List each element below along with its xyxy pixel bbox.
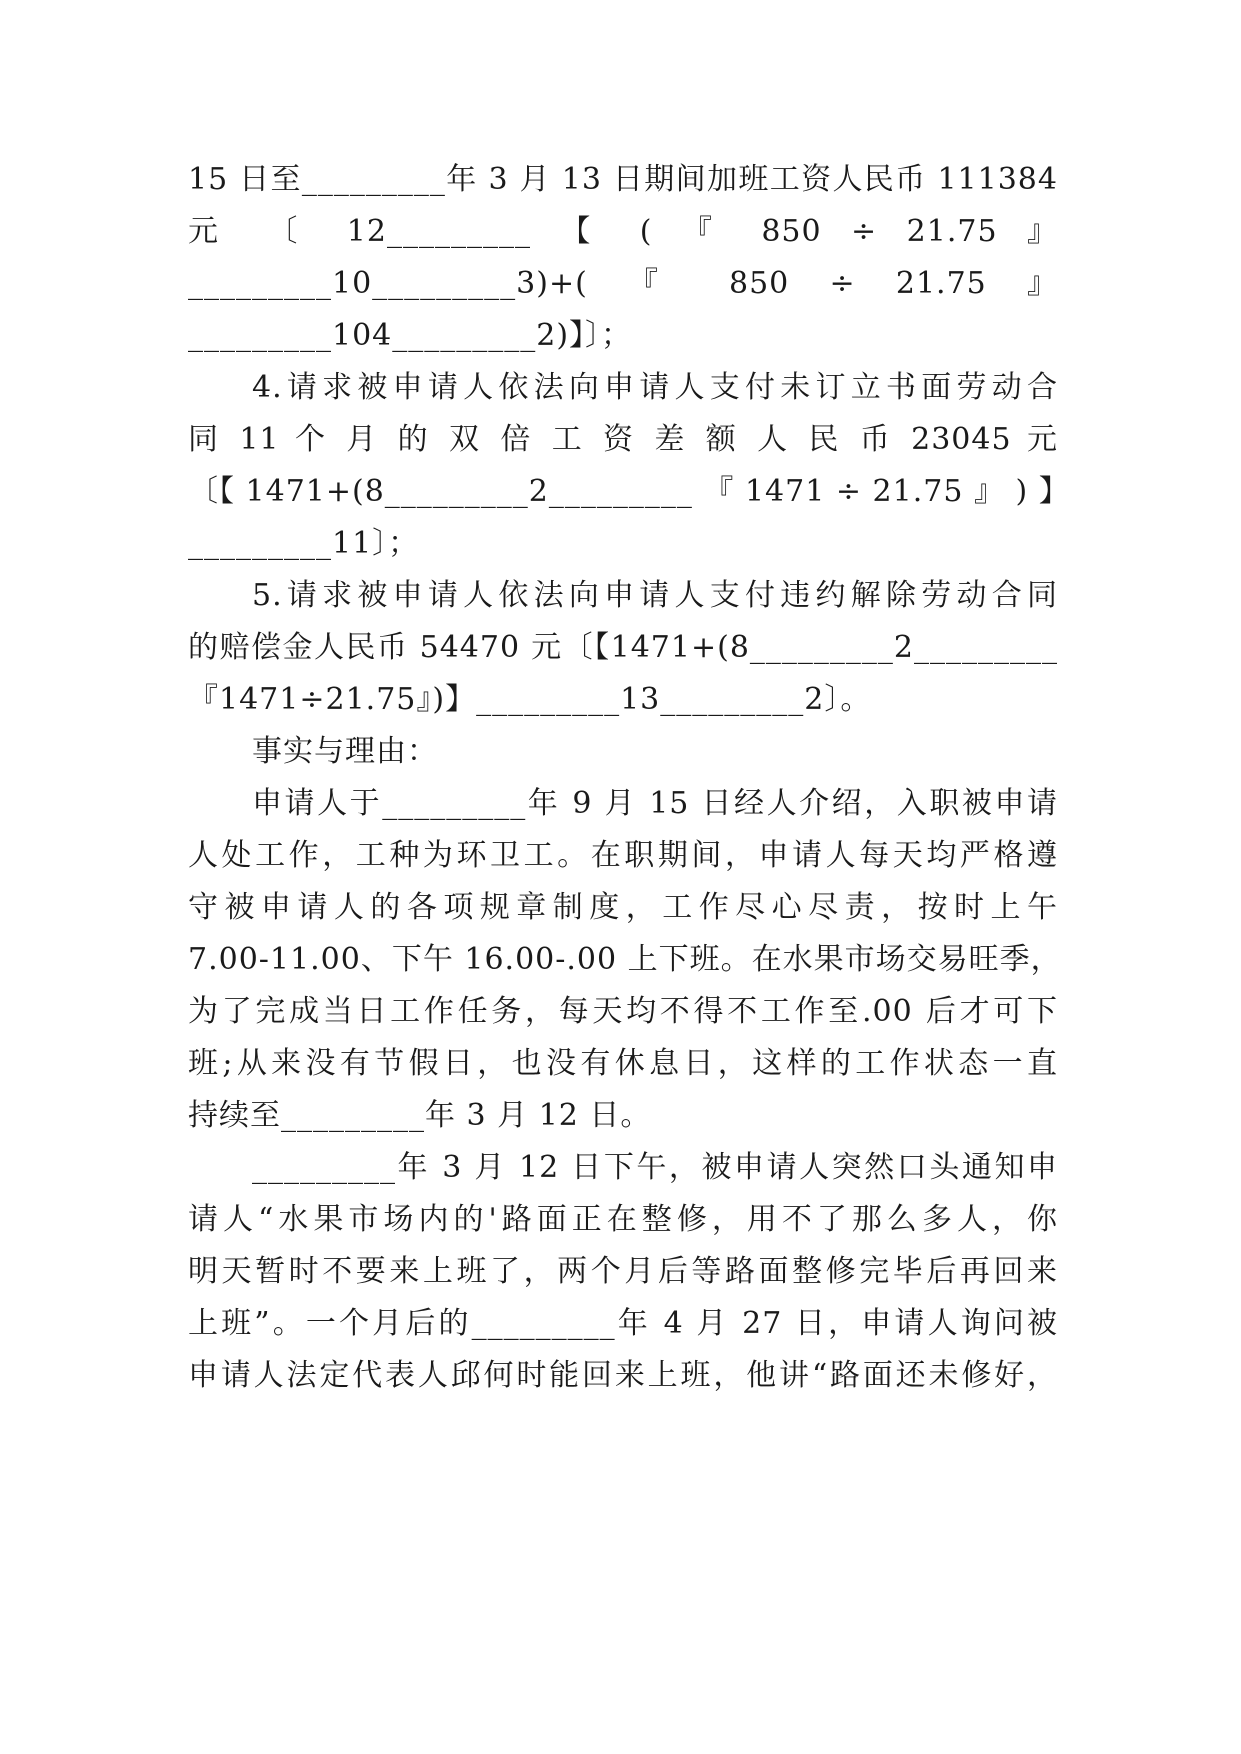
- text-line-2: 元 〔 12_________ 【 ( 『 850 ÷ 21.75 』: [188, 214, 1058, 249]
- text-line-3: _________10_________3)+( 『 850 ÷ 21.75 』: [188, 266, 1058, 301]
- request-4-line-2: 同 11 个 月 的 双 倍 工 资 差 额 人 民 币 23045 元: [188, 422, 1058, 457]
- facts-para-1-line-6: 班;从来没有节假日，也没有休息日，这样的工作状态一直: [188, 1046, 1058, 1081]
- facts-para-1-line-3: 守被申请人的各项规章制度，工作尽心尽责，按时上午: [188, 890, 1058, 925]
- text-line-1: 15 日至_________年 3 月 13 日期间加班工资人民币 111384: [188, 162, 1058, 197]
- request-5-line-2: 的赔偿金人民币 54470 元〔【1471+(8_________2_________: [188, 630, 1058, 665]
- request-5-line-1: 5.请求被申请人依法向申请人支付违约解除劳动合同: [252, 578, 1058, 613]
- facts-para-1-line-4: 7.00-11.00、下午 16.00-.00 上下班。在水果市场交易旺季，: [188, 942, 1062, 977]
- facts-para-2-line-5: 申请人法定代表人邱何时能回来上班，他讲“路面还未修好，: [188, 1358, 1058, 1393]
- section-heading-facts-and-reasons: 事实与理由：: [252, 734, 438, 769]
- facts-para-2-line-1: _________年 3 月 12 日下午，被申请人突然口头通知申: [252, 1150, 1058, 1185]
- facts-para-2-line-3: 明天暂时不要来上班了，两个月后等路面整修完毕后再回来: [188, 1254, 1058, 1289]
- facts-para-1-line-1: 申请人于_________年 9 月 15 日经人介绍，入职被申请: [252, 786, 1058, 821]
- text-line-4: _________104_________2)】〕；: [188, 318, 633, 353]
- facts-para-1-line-5: 为了完成当日工作任务，每天均不得不工作至.00 后才可下: [188, 994, 1058, 1029]
- request-4-line-1: 4.请求被申请人依法向申请人支付未订立书面劳动合: [252, 370, 1058, 405]
- facts-para-2-line-4: 上班”。一个月后的_________年 4 月 27 日，申请人询问被: [188, 1306, 1058, 1341]
- request-5-line-3: 『1471÷21.75』)】_________13_________2〕。: [188, 682, 872, 717]
- facts-para-1-line-7: 持续至_________年 3 月 12 日。: [188, 1098, 652, 1133]
- facts-para-1-line-2: 人处工作，工种为环卫工。在职期间，申请人每天均严格遵: [188, 838, 1058, 873]
- facts-para-2-line-2: 请人“水果市场内的'路面正在整修，用不了那么多人，你: [188, 1202, 1058, 1237]
- request-4-line-4: _________11〕；: [188, 526, 420, 561]
- request-4-line-3: 〔【 1471+(8_________2_________ 『 1471 ÷ 21.75 』 ) 】: [188, 474, 1070, 509]
